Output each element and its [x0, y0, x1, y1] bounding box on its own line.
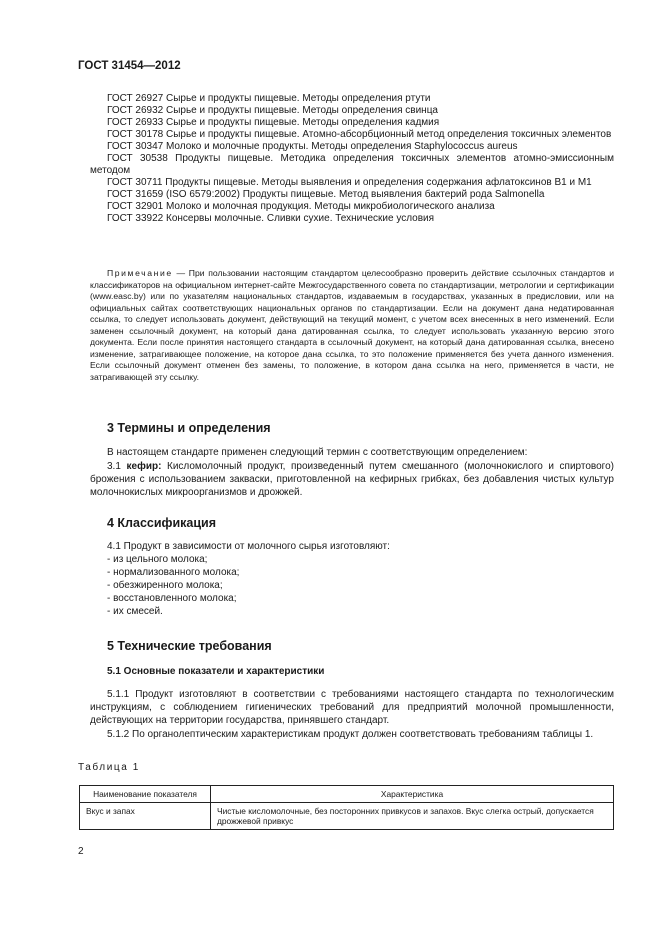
reference-item: ГОСТ 30538 Продукты пищевые. Методика определения токсичных элементов атомно-эмиссионным методом — [90, 153, 614, 176]
section-5-title: 5 Технические требования — [107, 639, 272, 653]
subsection-5-1-title: 5.1 Основные показатели и характеристики — [107, 666, 325, 677]
note-paragraph — [90, 268, 614, 383]
list-item: - нормализованного молока; — [107, 567, 240, 578]
term-definition — [90, 460, 614, 499]
reference-list — [90, 93, 614, 225]
note-label: Примечание — [107, 268, 173, 278]
reference-item: ГОСТ 30711 Продукты пищевые. Методы выявления и определения содержания афлатоксинов B1 и M1 — [107, 177, 592, 188]
table-cell: Вкус и запах — [80, 803, 211, 830]
page-number: 2 — [78, 846, 84, 857]
table-caption: Таблица 1 — [78, 762, 140, 773]
paragraph-5-1-1: 5.1.1 Продукт изготовляют в соответствии с требованиями настоящего стандарта по технологическим инструкциям, с соблюдением гигиенических требований для предприятий молочной промышленности, действующих на территории государства, принявшего стандарт. — [90, 689, 614, 726]
table-header-row — [80, 786, 614, 803]
section-3-intro: В настоящем стандарте применен следующий термин с соответствующим определением: — [107, 447, 528, 458]
reference-item: ГОСТ 30347 Молоко и молочные продукты. Методы определения Staphylococcus aureus — [107, 141, 518, 152]
term-name: кефир: — [126, 461, 162, 472]
table-cell: Чистые кисломолочные, без посторонних привкусов и запахов. Вкус слегка острый, допускается дрожжевой привкус — [211, 803, 614, 830]
table-row — [80, 803, 614, 830]
list-item: - их смесей. — [107, 606, 163, 617]
column-header: Наименование показателя — [80, 786, 211, 803]
column-header: Характеристика — [211, 786, 614, 803]
reference-item: ГОСТ 31659 (ISO 6579:2002) Продукты пищевые. Метод выявления бактерий рода Salmonella — [107, 189, 545, 200]
reference-item: ГОСТ 33922 Консервы молочные. Сливки сухие. Технические условия — [107, 213, 435, 224]
standard-header: ГОСТ 31454—2012 — [78, 60, 181, 72]
list-item: - из цельного молока; — [107, 554, 208, 565]
reference-item: ГОСТ 26932 Сырье и продукты пищевые. Методы определения свинца — [107, 105, 438, 116]
reference-item: ГОСТ 26933 Сырье и продукты пищевые. Методы определения кадмия — [107, 117, 440, 128]
term-text: Кисломолочный продукт, произведенный путем смешанного (молочнокислого и спиртового) брожения с использованием закваски, приготовленной на кефирных грибках, без добавления чистых культур молочнокислых микроорганизмов и дрожжей. — [90, 461, 614, 498]
term-number: 3.1 — [107, 461, 127, 472]
list-item: - обезжиренного молока; — [107, 580, 223, 591]
table-1 — [79, 785, 614, 830]
paragraph-5-1-2: 5.1.2 По органолептическим характеристикам продукт должен соответствовать требованиям таблицы 1. — [107, 729, 594, 740]
list-item: - восстановленного молока; — [107, 593, 237, 604]
section-3-title: 3 Термины и определения — [107, 421, 271, 435]
note-text: — При пользовании настоящим стандартом целесообразно проверить действие ссылочных стандартов и классификаторов на официальном интернет-сайте Межгосударственного совета по стандартизации, метрологии и сертификации (www.easc.by) или по указателям национальных стандартов, издаваемым в государствах, указанных в предисловии, или на официальных сайтах соответствующих национальных органов по стандартизации. Если на документ дана недатированная ссылка, то следует использовать документ, действующий на текущий момент, с учетом всех внесенных в него изменений. Если заменен ссылочный документ, на который дана датированная ссылка, то следует использовать указанную версию этого документа. Если после принятия настоящего стандарта в ссылочный документ, на который дана датированная ссылка, внесено изменение, затрагивающее положение, на которое дана ссылка, то это положение применяется без учета данного изменения. Если ссылочный документ отменен без замены, то положение, в котором дана ссылка на него, применяется в части, не затрагивающей эту ссылку. — [90, 268, 614, 382]
reference-item: ГОСТ 30178 Сырье и продукты пищевые. Атомно-абсорбционный метод определения токсичных элементов — [107, 129, 612, 140]
section-4-intro: 4.1 Продукт в зависимости от молочного сырья изготовляют: — [107, 541, 390, 552]
reference-item: ГОСТ 26927 Сырье и продукты пищевые. Методы определения ртути — [107, 93, 431, 104]
reference-item: ГОСТ 32901 Молоко и молочная продукция. Методы микробиологического анализа — [107, 201, 495, 212]
section-4-title: 4 Классификация — [107, 516, 217, 530]
